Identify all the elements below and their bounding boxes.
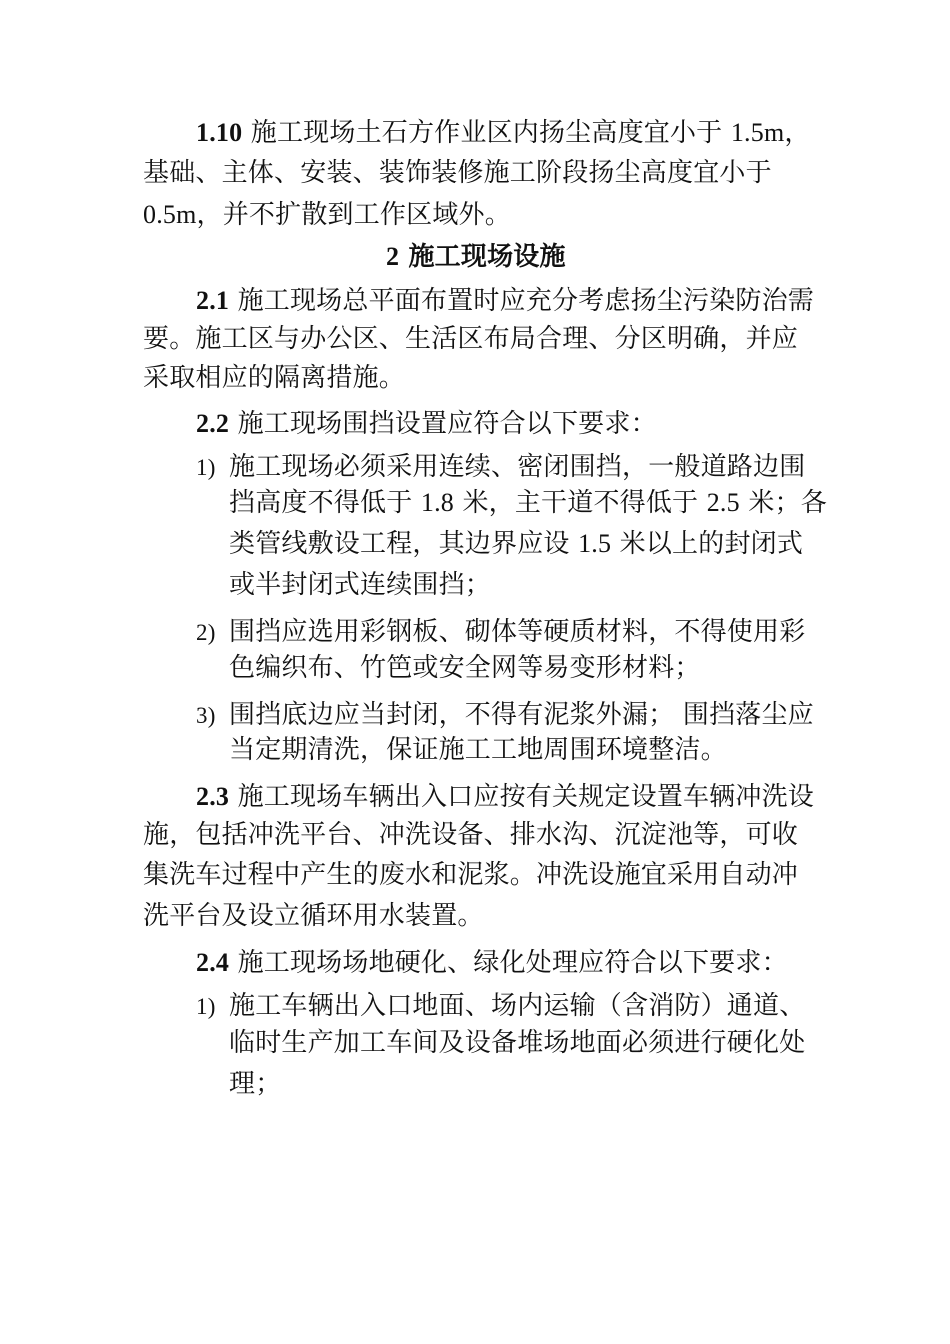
clause-text: 施工现场车辆出入口应按有关规定设置车辆冲洗设 — [237, 782, 814, 812]
section-number: 2 — [386, 242, 400, 271]
list-item-line — [196, 452, 806, 483]
list-marker: 2) — [196, 620, 216, 645]
value-text: 1.5 — [578, 529, 612, 558]
clause-number: 2.1 — [196, 286, 230, 315]
list-marker: 3) — [196, 703, 216, 728]
list-text: 围挡底边应当封闭，不得有泥浆外漏； 围挡落尘应 — [229, 700, 814, 730]
clause-2-3-line-2: 施，包括冲洗平台、冲洗设备、排水沟、沉淀池等，可收 — [143, 820, 799, 850]
list-item-line: 理； — [229, 1069, 282, 1099]
list-item-line: 色编织布、竹笆或安全网等易变形材料； — [229, 653, 701, 683]
clause-2-3-line-1 — [196, 782, 814, 812]
list-text: 施工车辆出入口地面、场内运输（含消防）通道、 — [229, 991, 806, 1021]
clause-text: ， — [784, 118, 811, 148]
list-text: 类管线敷设工程，其边界应设 — [229, 529, 570, 559]
list-item-line — [229, 488, 827, 518]
section-heading — [386, 242, 566, 272]
list-text: 米；各 — [748, 488, 827, 518]
value-text: 2.5 — [706, 488, 740, 517]
clause-text: 施工现场土石方作业区内扬尘高度宜小于 — [250, 118, 723, 148]
list-marker: 1) — [196, 455, 216, 480]
clause-2-3-line-4: 洗平台及设立循环用水装置。 — [143, 901, 484, 931]
list-text: 挡高度不得低于 — [229, 488, 413, 518]
section-title: 施工现场设施 — [408, 242, 566, 272]
clause-text: ，并不扩散到工作区域外。 — [196, 200, 511, 230]
clause-2-1-line-3: 采取相应的隔离措施。 — [143, 363, 406, 393]
clause-1-10-line-1 — [196, 118, 811, 148]
clause-2-1-line-2: 要。施工区与办公区、生活区布局合理、分区明确，并应 — [143, 324, 799, 354]
clause-2-3-line-3: 集洗车过程中产生的废水和泥浆。冲洗设施宜采用自动冲 — [143, 860, 799, 890]
value-text: 0.5m — [143, 200, 197, 229]
clause-number: 1.10 — [196, 118, 243, 147]
list-item-line — [196, 700, 814, 731]
clause-number: 2.3 — [196, 782, 230, 811]
value-text: 1.5m — [730, 118, 785, 147]
list-item-line — [196, 991, 806, 1022]
list-item-line: 当定期清洗，保证施工工地周围环境整洁。 — [229, 735, 727, 765]
list-marker: 1) — [196, 994, 216, 1019]
clause-text: 施工现场总平面布置时应充分考虑扬尘污染防治需 — [237, 286, 814, 316]
clause-number: 2.2 — [196, 409, 230, 438]
list-item-line — [229, 529, 803, 559]
value-text: 1.8 — [420, 488, 454, 517]
list-item-line: 或半封闭式连续围挡； — [229, 570, 492, 600]
list-item-line: 临时生产加工车间及设备堆场地面必须进行硬化处 — [229, 1028, 806, 1058]
clause-2-4-line-1 — [196, 948, 788, 978]
list-text: 施工现场必须采用连续、密闭围挡，一般道路边围 — [229, 452, 806, 482]
list-item-line — [196, 617, 806, 648]
clause-text: 施工现场围挡设置应符合以下要求： — [237, 409, 657, 439]
clause-2-1-line-1 — [196, 286, 814, 316]
clause-1-10-line-3 — [143, 200, 511, 230]
clause-2-2-line-1 — [196, 409, 657, 439]
clause-number: 2.4 — [196, 948, 230, 977]
clause-text: 施工现场场地硬化、绿化处理应符合以下要求： — [237, 948, 788, 978]
clause-1-10-line-2: 基础、主体、安装、装饰装修施工阶段扬尘高度宜小于 — [143, 158, 772, 188]
list-text: 米以上的封闭式 — [619, 529, 804, 559]
list-text: 围挡应选用彩钢板、砌体等硬质材料，不得使用彩 — [229, 617, 806, 647]
list-text: 米，主干道不得低于 — [462, 488, 699, 518]
